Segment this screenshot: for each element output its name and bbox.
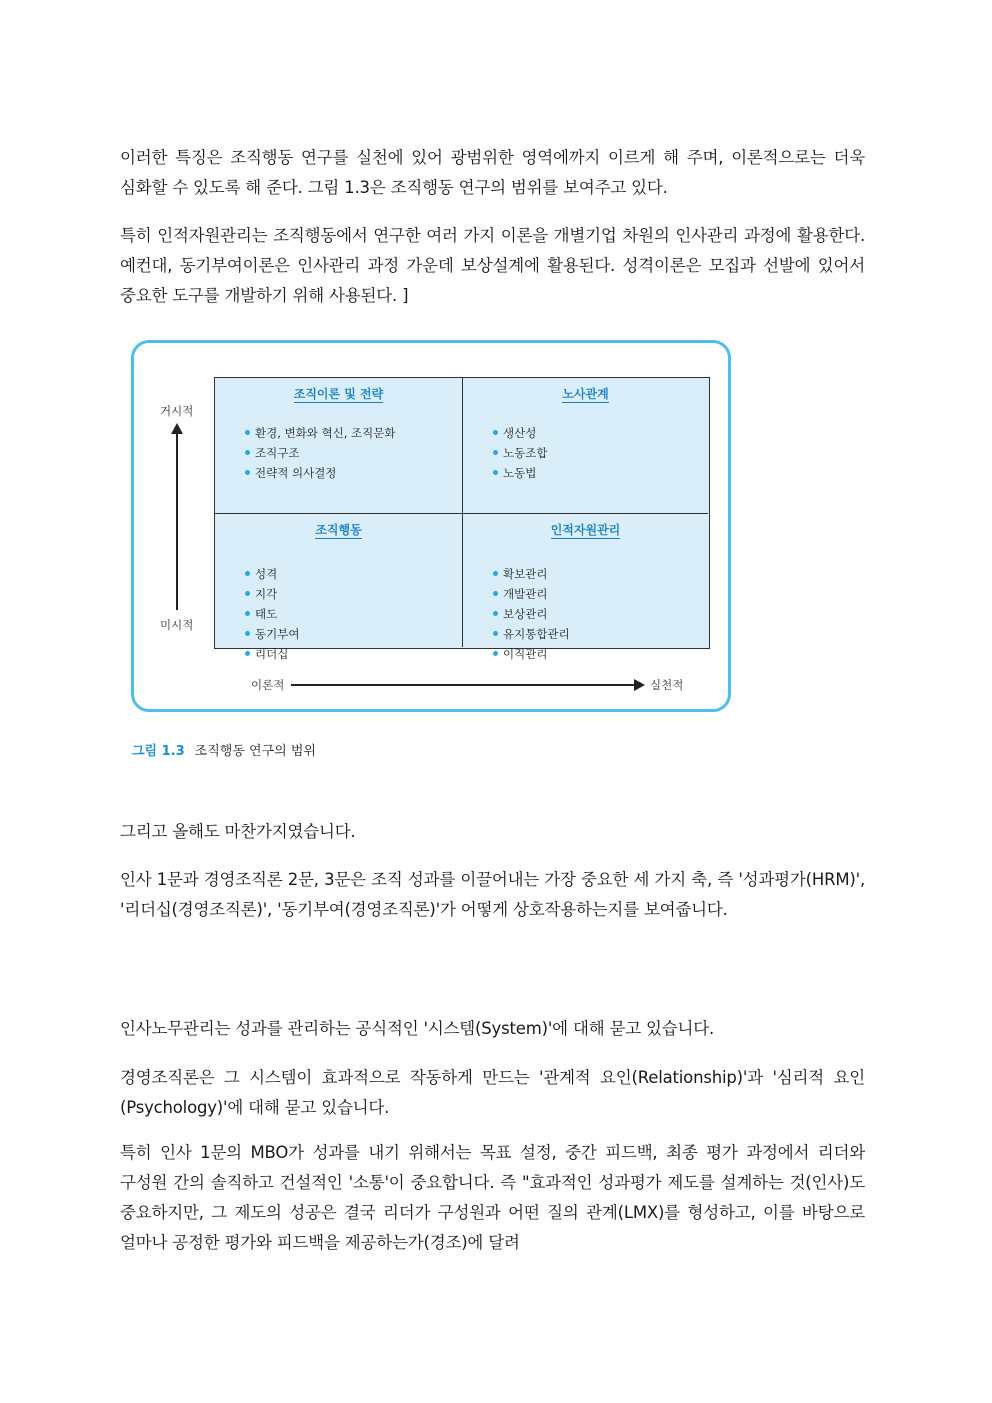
paragraph-org-theory: 경영조직론은 그 시스템이 효과적으로 작동하게 만드는 '관계적 요인(Relationship)'과 '심리적 요인(Psychology)'에 대해 묻고 있습니다. (120, 1068, 865, 1117)
quadrant-list (245, 423, 395, 483)
figure-number: 그림 1.3 (132, 744, 185, 759)
bullet-icon (493, 470, 498, 475)
axis-label-theory: 이론적 (251, 678, 285, 692)
list-item: 성격 (245, 564, 299, 584)
vertical-axis-line (176, 432, 178, 610)
arrow-right-icon (634, 679, 645, 691)
list-item: 유지통합관리 (493, 624, 570, 644)
bullet-icon (493, 571, 498, 576)
bullet-icon (493, 651, 498, 656)
list-item: 환경, 변화와 혁신, 조직문화 (245, 423, 395, 443)
list-item: 이직관리 (493, 644, 570, 664)
quadrant-list (245, 564, 299, 664)
quadrant-title: 조직행동 (315, 523, 362, 537)
bullet-icon (493, 631, 498, 636)
quadrant-title: 노사관계 (562, 387, 609, 401)
quadrant-labor-relations (463, 378, 708, 514)
axis-label-practice: 실천적 (650, 678, 684, 692)
arrow-up-icon (171, 423, 183, 434)
quadrant-title: 인적자원관리 (550, 523, 621, 537)
quadrant-hrm (463, 514, 708, 661)
paragraph-intro: 이러한 특징은 조직행동 연구를 실천에 있어 광범위한 영역에까지 이르게 해 주며, 이론적으로는 더욱 심화할 수 있도록 해 준다. 그림 1.3은 조직행동 연구의 범위를 보여주고 있다. (120, 148, 865, 197)
quadrant-list (493, 423, 547, 483)
list-item: 노동법 (493, 463, 547, 483)
bullet-icon (245, 631, 250, 636)
quadrant-org-theory (215, 378, 463, 514)
bullet-icon (493, 430, 498, 435)
bullet-icon (493, 591, 498, 596)
list-item: 보상관리 (493, 604, 570, 624)
quadrant-list (493, 564, 570, 664)
list-item: 태도 (245, 604, 299, 624)
axis-label-micro: 미시적 (160, 618, 194, 632)
horizontal-axis-line (291, 684, 635, 686)
bullet-icon (493, 450, 498, 455)
bullet-icon (245, 611, 250, 616)
paragraph-this-year: 그리고 올해도 마찬가지였습니다. (120, 822, 356, 841)
bullet-icon (245, 430, 250, 435)
list-item: 동기부여 (245, 624, 299, 644)
paragraph-three-axes: 인사 1문과 경영조직론 2문, 3문은 조직 성과를 이끌어내는 가장 중요한 세 가지 축, 즉 '성과평가(HRM)', '리더십(경영조직론)', '동기부여(경영조직론)'가 어떻게 상호작용하는지를 보여줍니다. (120, 870, 865, 919)
figure-caption (132, 740, 316, 759)
axis-label-macro: 거시적 (160, 404, 194, 418)
bullet-icon (245, 470, 250, 475)
bullet-icon (493, 611, 498, 616)
list-item: 리더십 (245, 644, 299, 664)
list-item: 생산성 (493, 423, 547, 443)
paragraph-mbo: 특히 인사 1문의 MBO가 성과를 내기 위해서는 목표 설정, 중간 피드백, 최종 평가 과정에서 리더와 구성원 간의 솔직하고 건설적인 '소통'이 중요합니다. 즉 "효과적인 성과평가 제도를 설계하는 것(인사)도 중요하지만, 그 제도의 성공은 결국 리더가 구성원과 어떤 질의 관계(LMX)를 형성하고, 이를 바탕으로 얼마나 공정한 평가와 피드백을 제공하는가(경조)에 달려 (120, 1143, 865, 1252)
paragraph-hrm-application: 특히 인적자원관리는 조직행동에서 연구한 여러 가지 이론을 개별기업 차원의 인사관리 과정에 활용한다. 예컨대, 동기부여이론은 인사관리 과정 가운데 보상설계에 활용된다. 성격이론은 모집과 선발에 있어서 중요한 도구를 개발하기 위해 사용된다. ] (120, 226, 865, 305)
bullet-icon (245, 591, 250, 596)
quadrant-org-behavior (215, 514, 463, 661)
list-item: 노동조합 (493, 443, 547, 463)
bullet-icon (245, 651, 250, 656)
list-item: 지각 (245, 584, 299, 604)
paragraph-hr-system: 인사노무관리는 성과를 관리하는 공식적인 '시스템(System)'에 대해 묻고 있습니다. (120, 1019, 715, 1038)
list-item: 확보관리 (493, 564, 570, 584)
bullet-icon (245, 450, 250, 455)
list-item: 개발관리 (493, 584, 570, 604)
quadrant-title: 조직이론 및 전략 (293, 387, 384, 401)
list-item: 조직구조 (245, 443, 395, 463)
list-item: 전략적 의사결정 (245, 463, 395, 483)
scope-grid (214, 377, 710, 661)
bullet-icon (245, 571, 250, 576)
figure-caption-text: 조직행동 연구의 범위 (194, 744, 316, 759)
